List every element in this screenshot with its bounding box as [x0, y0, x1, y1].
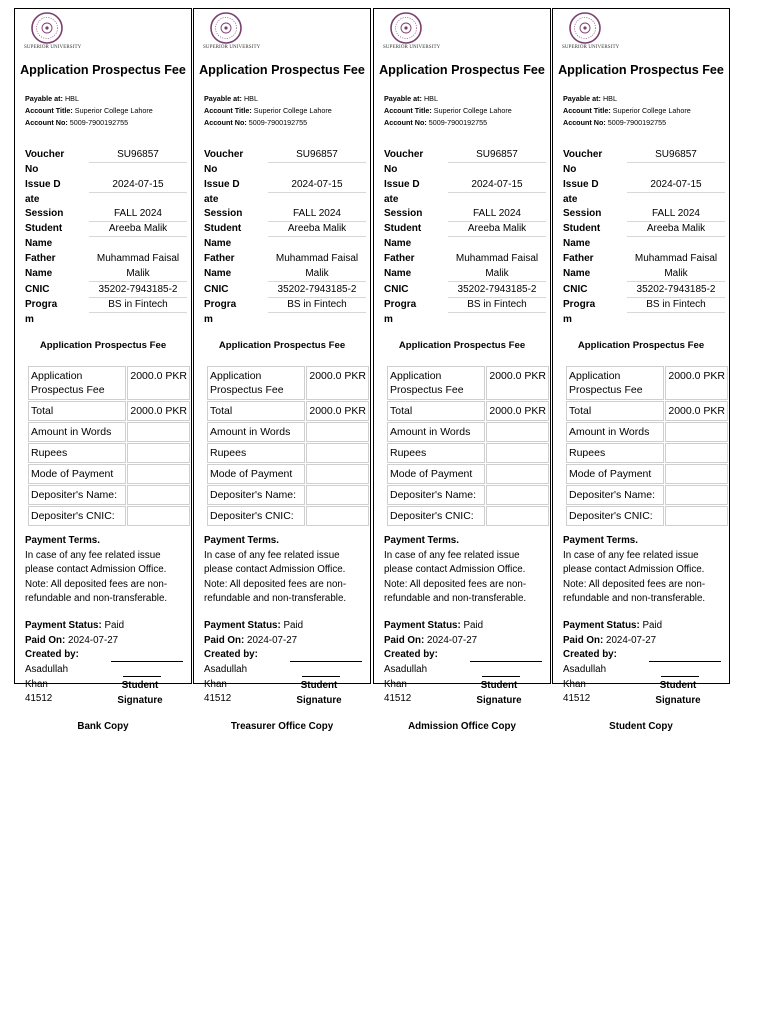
account-title-label: Account Title:: [204, 106, 252, 115]
depositer-name-value-cell[interactable]: [127, 485, 190, 505]
program-value: BS in Fintech: [89, 297, 187, 313]
signature-line: [302, 676, 340, 677]
fee-table: [565, 365, 729, 527]
fee-section-title: Application Prospectus Fee: [218, 340, 346, 351]
signature-label-line1: Student: [300, 680, 338, 691]
total-value-cell: 2000.0 PKR: [665, 401, 728, 421]
fee-section-title: Application Prospectus Fee: [577, 340, 705, 351]
created-by-label: Created by:: [25, 649, 79, 661]
university-name: SUPERIOR UNIVERSITY: [24, 45, 82, 50]
student-signature-label: [464, 679, 534, 708]
depositer-name-value-cell[interactable]: [665, 485, 728, 505]
voucher-title: Application Prospectus Fee: [558, 63, 724, 77]
voucher-title: Application Prospectus Fee: [199, 63, 365, 77]
student-signature-label: [643, 679, 713, 708]
created-by-label: Created by:: [563, 649, 617, 661]
session-label: Session: [384, 208, 423, 219]
total-value-cell: 2000.0 PKR: [127, 401, 190, 421]
fee-value-cell: 2000.0 PKR: [665, 366, 728, 400]
student-name-label: Student Name: [563, 223, 601, 249]
program-label: Program: [25, 299, 58, 325]
program-value: BS in Fintech: [448, 297, 546, 313]
voucher-slip-treasurer: [193, 8, 371, 706]
voucher-title: Application Prospectus Fee: [379, 63, 545, 77]
logo-dot: [45, 26, 48, 29]
fee-section-title: Application Prospectus Fee: [39, 340, 167, 351]
table-row: [387, 401, 549, 421]
created-by-label: Created by:: [384, 649, 438, 661]
table-row: [387, 464, 549, 484]
signature-label-line2: Signature: [476, 694, 522, 706]
voucher-slip-bank: [14, 8, 192, 706]
student-name-label: Student Name: [384, 223, 422, 249]
issue-date-label: Issue Date: [384, 179, 420, 205]
university-name: SUPERIOR UNIVERSITY: [562, 45, 620, 50]
payment-status-value: Paid: [104, 620, 125, 631]
paid-on-label: Paid On:: [25, 634, 66, 646]
paid-on-value: 2024-07-27: [68, 634, 119, 646]
amount-words-label-cell: Amount in Words: [387, 422, 485, 442]
total-value-cell: 2000.0 PKR: [486, 401, 549, 421]
student-name-value: Areeba Malik: [89, 221, 187, 237]
student-name-label: Student Name: [25, 223, 63, 249]
account-title-label: Account Title:: [563, 106, 611, 115]
rupees-label-cell: Rupees: [387, 443, 485, 463]
creator-info: [384, 663, 432, 707]
program-label: Program: [204, 299, 237, 325]
voucher-slip-admission: [373, 8, 551, 706]
session-label: Session: [25, 208, 64, 219]
payment-terms-heading: Payment Terms.: [563, 535, 638, 546]
issue-date-label: Issue Date: [204, 179, 240, 205]
table-row: [566, 443, 728, 463]
paid-on-value: 2024-07-27: [427, 634, 478, 646]
program-label: Program: [384, 299, 417, 325]
payment-terms: [563, 534, 729, 607]
table-row: [28, 366, 190, 400]
creator-id: 41512: [384, 693, 412, 705]
paid-on-label: Paid On:: [204, 634, 245, 646]
voucher-title: Application Prospectus Fee: [20, 63, 186, 77]
cnic-label: CNIC: [384, 284, 409, 295]
payment-status-block: [204, 619, 370, 663]
depositer-name-label-cell: Depositer's Name:: [28, 485, 126, 505]
payable-at-value: HBL: [243, 94, 258, 103]
father-name-value: Muhammad Faisal Malik: [268, 251, 366, 282]
amount-words-label-cell: Amount in Words: [28, 422, 126, 442]
account-title-label: Account Title:: [25, 106, 73, 115]
issue-date-value: 2024-07-15: [627, 177, 725, 193]
payment-mode-label-cell: Mode of Payment: [387, 464, 485, 484]
cnic-label: CNIC: [25, 284, 50, 295]
payment-terms: [384, 534, 550, 607]
payment-status-block: [384, 619, 550, 663]
session-value: FALL 2024: [627, 206, 725, 222]
fee-table: [206, 365, 370, 527]
depositer-cnic-value-cell[interactable]: [486, 506, 549, 526]
table-row: [387, 506, 549, 526]
amount-words-value-cell[interactable]: [486, 422, 549, 442]
creator-id: 41512: [563, 693, 591, 705]
cnic-value: 35202-7943185-2: [89, 282, 187, 298]
table-row: [207, 401, 369, 421]
creator-name: Asadullah Khan: [25, 664, 69, 690]
program-label: Program: [563, 299, 596, 325]
student-info: [384, 147, 546, 327]
creator-name: Asadullah Khan: [384, 664, 428, 690]
student-info: [25, 147, 187, 327]
total-label-cell: Total: [207, 401, 305, 421]
table-row: [566, 366, 728, 400]
session-label: Session: [563, 208, 602, 219]
table-row: [566, 506, 728, 526]
student-name-label: Student Name: [204, 223, 242, 249]
payment-mode-label-cell: Mode of Payment: [207, 464, 305, 484]
total-label-cell: Total: [566, 401, 664, 421]
payment-account-info: [384, 93, 512, 129]
account-title-value: Superior College Lahore: [433, 106, 512, 115]
table-row: [28, 485, 190, 505]
creator-id: 41512: [204, 693, 232, 705]
created-by-label: Created by:: [204, 649, 258, 661]
cnic-label: CNIC: [204, 284, 229, 295]
payment-status-block: [25, 619, 191, 663]
father-name-label: Father Name: [384, 253, 415, 279]
depositer-cnic-label-cell: Depositer's CNIC:: [28, 506, 126, 526]
table-row: [566, 401, 728, 421]
payment-account-info: [204, 93, 332, 129]
voucher-no-label: Voucher No: [25, 149, 65, 175]
table-row: [28, 401, 190, 421]
payment-terms: [204, 534, 370, 607]
rupees-label-cell: Rupees: [28, 443, 126, 463]
student-info: [204, 147, 366, 327]
depositer-name-value-cell[interactable]: [306, 485, 369, 505]
signature-label-line2: Signature: [296, 694, 342, 706]
payable-at-label: Payable at:: [25, 94, 63, 103]
fee-label-cell: Application Prospectus Fee: [207, 366, 305, 400]
cnic-value: 35202-7943185-2: [268, 282, 366, 298]
rupees-value-cell[interactable]: [486, 443, 549, 463]
issue-date-label: Issue Date: [563, 179, 599, 205]
payment-mode-value-cell[interactable]: [306, 464, 369, 484]
account-title-label: Account Title:: [384, 106, 432, 115]
fee-value-cell: 2000.0 PKR: [486, 366, 549, 400]
signature-line: [649, 661, 721, 662]
signature-label-line2: Signature: [655, 694, 701, 706]
rupees-value-cell[interactable]: [127, 443, 190, 463]
table-row: [28, 464, 190, 484]
issue-date-value: 2024-07-15: [448, 177, 546, 193]
fee-label-cell: Application Prospectus Fee: [28, 366, 126, 400]
depositer-name-label-cell: Depositer's Name:: [387, 485, 485, 505]
cnic-value: 35202-7943185-2: [448, 282, 546, 298]
account-no-label: Account No:: [563, 118, 606, 127]
copy-label-treasurer: Treasurer Office Copy: [230, 721, 334, 732]
payment-status-label: Payment Status:: [25, 620, 102, 631]
table-row: [207, 443, 369, 463]
fee-value-cell: 2000.0 PKR: [127, 366, 190, 400]
rupees-label-cell: Rupees: [566, 443, 664, 463]
table-row: [387, 422, 549, 442]
payment-account-info: [25, 93, 153, 129]
depositer-cnic-label-cell: Depositer's CNIC:: [566, 506, 664, 526]
father-name-value: Muhammad Faisal Malik: [448, 251, 546, 282]
father-name-label: Father Name: [25, 253, 56, 279]
table-row: [207, 366, 369, 400]
payment-terms-heading: Payment Terms.: [384, 535, 459, 546]
payment-terms-text: In case of any fee related issue please contact Admission Office. Note: All deposited fees are non-refundable and non-transferable.: [25, 549, 168, 605]
fee-table: [27, 365, 191, 527]
payable-at-label: Payable at:: [563, 94, 601, 103]
cnic-label: CNIC: [563, 284, 588, 295]
account-no-value: 5009-7900192755: [607, 118, 667, 127]
account-no-value: 5009-7900192755: [428, 118, 488, 127]
father-name-value: Muhammad Faisal Malik: [627, 251, 725, 282]
issue-date-value: 2024-07-15: [268, 177, 366, 193]
fee-section-title: Application Prospectus Fee: [398, 340, 526, 351]
table-row: [387, 366, 549, 400]
payable-at-label: Payable at:: [204, 94, 242, 103]
depositer-name-label-cell: Depositer's Name:: [566, 485, 664, 505]
table-row: [566, 422, 728, 442]
issue-date-value: 2024-07-15: [89, 177, 187, 193]
university-name: SUPERIOR UNIVERSITY: [383, 45, 441, 50]
logo-dot: [583, 26, 586, 29]
program-value: BS in Fintech: [268, 297, 366, 313]
session-value: FALL 2024: [89, 206, 187, 222]
payment-mode-label-cell: Mode of Payment: [566, 464, 664, 484]
signature-line: [290, 661, 362, 662]
voucher-slip-student: [552, 8, 730, 706]
logo-dot: [224, 26, 227, 29]
payment-terms-text: In case of any fee related issue please contact Admission Office. Note: All deposited fees are non-refundable and non-transferable.: [563, 549, 706, 605]
account-no-label: Account No:: [204, 118, 247, 127]
session-value: FALL 2024: [268, 206, 366, 222]
fee-label-cell: Application Prospectus Fee: [387, 366, 485, 400]
signature-label-line2: Signature: [117, 694, 163, 706]
account-title-value: Superior College Lahore: [612, 106, 691, 115]
payment-mode-value-cell[interactable]: [665, 464, 728, 484]
payment-status-value: Paid: [463, 620, 484, 631]
payment-terms-heading: Payment Terms.: [204, 535, 279, 546]
account-no-label: Account No:: [384, 118, 427, 127]
father-name-label: Father Name: [563, 253, 594, 279]
creator-info: [25, 663, 73, 707]
signature-label-line1: Student: [480, 680, 518, 691]
amount-words-label-cell: Amount in Words: [566, 422, 664, 442]
rupees-value-cell[interactable]: [306, 443, 369, 463]
total-value-cell: 2000.0 PKR: [306, 401, 369, 421]
rupees-value-cell[interactable]: [665, 443, 728, 463]
payment-account-info: [563, 93, 691, 129]
signature-line: [470, 661, 542, 662]
program-value: BS in Fintech: [627, 297, 725, 313]
voucher-no-value: SU96857: [448, 147, 546, 163]
signature-line: [482, 676, 520, 677]
depositer-cnic-value-cell[interactable]: [306, 506, 369, 526]
payment-terms-text: In case of any fee related issue please contact Admission Office. Note: All deposited fees are non-refundable and non-transferable.: [384, 549, 527, 605]
creator-info: [563, 663, 611, 707]
signature-label-line1: Student: [659, 680, 697, 691]
payment-mode-label-cell: Mode of Payment: [28, 464, 126, 484]
amount-words-value-cell[interactable]: [127, 422, 190, 442]
student-signature-label: [284, 679, 354, 708]
payment-status-block: [563, 619, 729, 663]
copy-label-student: Student Copy: [609, 721, 673, 732]
voucher-no-value: SU96857: [627, 147, 725, 163]
student-signature-label: [105, 679, 175, 708]
voucher-no-label: Voucher No: [204, 149, 244, 175]
session-value: FALL 2024: [448, 206, 546, 222]
voucher-no-label: Voucher No: [563, 149, 603, 175]
table-row: [387, 443, 549, 463]
creator-id: 41512: [25, 693, 53, 705]
signature-line: [111, 661, 183, 662]
depositer-name-value-cell[interactable]: [486, 485, 549, 505]
amount-words-value-cell[interactable]: [665, 422, 728, 442]
cnic-value: 35202-7943185-2: [627, 282, 725, 298]
signature-line: [661, 676, 699, 677]
table-row: [28, 422, 190, 442]
account-no-value: 5009-7900192755: [248, 118, 308, 127]
table-row: [207, 506, 369, 526]
session-label: Session: [204, 208, 243, 219]
table-row: [28, 443, 190, 463]
voucher-no-value: SU96857: [268, 147, 366, 163]
creator-info: [204, 663, 252, 707]
table-row: [207, 464, 369, 484]
payment-terms: [25, 534, 191, 607]
voucher-no-value: SU96857: [89, 147, 187, 163]
amount-words-value-cell[interactable]: [306, 422, 369, 442]
depositer-cnic-value-cell[interactable]: [127, 506, 190, 526]
creator-name: Asadullah Khan: [563, 664, 607, 690]
depositer-cnic-label-cell: Depositer's CNIC:: [387, 506, 485, 526]
account-title-value: Superior College Lahore: [253, 106, 332, 115]
issue-date-label: Issue Date: [25, 179, 61, 205]
paid-on-label: Paid On:: [563, 634, 604, 646]
payable-at-label: Payable at:: [384, 94, 422, 103]
payable-at-value: HBL: [602, 94, 617, 103]
payment-mode-value-cell[interactable]: [127, 464, 190, 484]
student-name-value: Areeba Malik: [627, 221, 725, 237]
university-name: SUPERIOR UNIVERSITY: [203, 45, 261, 50]
fee-table: [386, 365, 550, 527]
payment-status-value: Paid: [283, 620, 304, 631]
fee-value-cell: 2000.0 PKR: [306, 366, 369, 400]
payment-status-value: Paid: [642, 620, 663, 631]
table-row: [207, 422, 369, 442]
paid-on-value: 2024-07-27: [247, 634, 298, 646]
total-label-cell: Total: [28, 401, 126, 421]
account-no-label: Account No:: [25, 118, 68, 127]
student-info: [563, 147, 725, 327]
total-label-cell: Total: [387, 401, 485, 421]
payment-status-label: Payment Status:: [384, 620, 461, 631]
student-name-value: Areeba Malik: [268, 221, 366, 237]
payment-status-label: Payment Status:: [204, 620, 281, 631]
depositer-cnic-label-cell: Depositer's CNIC:: [207, 506, 305, 526]
account-no-value: 5009-7900192755: [69, 118, 129, 127]
paid-on-label: Paid On:: [384, 634, 425, 646]
depositer-cnic-value-cell[interactable]: [665, 506, 728, 526]
table-row: [28, 506, 190, 526]
signature-line: [123, 676, 161, 677]
payment-terms-text: In case of any fee related issue please contact Admission Office. Note: All deposited fees are non-refundable and non-transferable.: [204, 549, 347, 605]
signature-label-line1: Student: [121, 680, 159, 691]
amount-words-label-cell: Amount in Words: [207, 422, 305, 442]
voucher-no-label: Voucher No: [384, 149, 424, 175]
father-name-label: Father Name: [204, 253, 235, 279]
payable-at-value: HBL: [423, 94, 438, 103]
father-name-value: Muhammad Faisal Malik: [89, 251, 187, 282]
payment-status-label: Payment Status:: [563, 620, 640, 631]
table-row: [207, 485, 369, 505]
table-row: [387, 485, 549, 505]
logo-dot: [404, 26, 407, 29]
paid-on-value: 2024-07-27: [606, 634, 657, 646]
table-row: [566, 464, 728, 484]
account-title-value: Superior College Lahore: [74, 106, 153, 115]
student-name-value: Areeba Malik: [448, 221, 546, 237]
creator-name: Asadullah Khan: [204, 664, 248, 690]
table-row: [566, 485, 728, 505]
payment-mode-value-cell[interactable]: [486, 464, 549, 484]
copy-label-admission: Admission Office Copy: [408, 721, 516, 732]
payable-at-value: HBL: [64, 94, 79, 103]
rupees-label-cell: Rupees: [207, 443, 305, 463]
copy-label-bank: Bank Copy: [77, 721, 129, 732]
payment-terms-heading: Payment Terms.: [25, 535, 100, 546]
depositer-name-label-cell: Depositer's Name:: [207, 485, 305, 505]
fee-label-cell: Application Prospectus Fee: [566, 366, 664, 400]
